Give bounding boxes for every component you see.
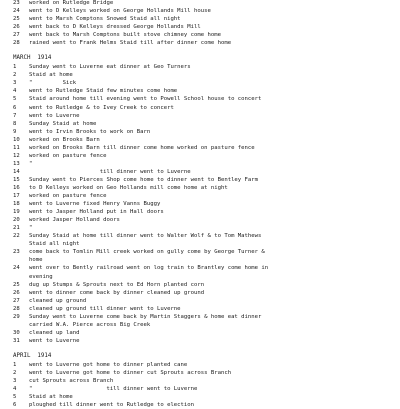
entry-text: home [29,257,43,264]
entry-day: 29 [13,313,20,320]
diary-entry [11,377,396,385]
entry-day: 5 [13,394,17,401]
diary-entry [11,256,396,264]
diary-entry [11,152,396,160]
diary-entry [11,224,396,232]
entry-day: 21 [13,225,20,232]
entry-text: ploughed till dinner went to Rutledge to election [29,402,195,409]
entry-text: Staid all night [29,241,80,248]
month-heading: APRIL 1914 [13,352,52,359]
entry-text: " Sick [29,80,77,87]
entry-day: 5 [13,96,17,103]
entry-day: 25 [13,16,20,23]
entry-day: 14 [13,168,20,175]
entry-day: 27 [13,297,20,304]
diary-entry [11,120,396,128]
entry-day: 26 [13,289,20,296]
diary-entry [11,168,396,176]
entry-text: went to Irvin Brooks to work on Barn [29,128,151,135]
entry-text: cleaned up ground [29,297,87,304]
diary-entry [11,31,396,39]
entry-text: worked Jasper Holland doors [29,217,120,224]
entry-day: 9 [13,128,17,135]
diary-entry [11,112,396,120]
diary-transcription [11,0,396,409]
entry-day: 10 [13,136,20,143]
diary-entry [11,136,396,144]
entry-text: Staid at home [29,394,73,401]
entry-day: 17 [13,193,20,200]
entry-text: evening [29,273,53,280]
entry-day: 23 [13,0,20,6]
diary-entry [11,305,396,313]
diary-entry [11,369,396,377]
entry-text: rained went to Frank Helms Staid till after dinner come home [29,40,232,47]
entry-day: 6 [13,104,17,111]
diary-entry [11,192,396,200]
diary-entry [11,128,396,136]
entry-text: worked on pasture fence [29,152,107,159]
diary-entry [11,7,396,15]
entry-text: went back to Marsh Comptons built stove chimney come home [29,32,221,39]
diary-entry [11,15,396,23]
entry-day: 1 [13,361,17,368]
section-gap [11,47,396,54]
entry-day: 28 [13,305,20,312]
entry-day: 16 [13,184,20,191]
diary-entry [11,216,396,224]
entry-text: till dinner went to Luverne [29,168,191,175]
entry-text: went to Jasper Holland put in Hall doors [29,209,164,216]
entry-text: come back to Tomlin Mill creek worked on gully come by George Turner & [29,249,265,256]
diary-entry [11,240,396,248]
diary-entry [11,39,396,47]
entry-day: 18 [13,201,20,208]
diary-entry [11,208,396,216]
entry-day: 4 [13,386,17,393]
entry-day: 25 [13,281,20,288]
entry-day: 23 [13,249,20,256]
entry-day: 15 [13,176,20,183]
entry-text: Staid around home till evening went to Powell School house to concert [29,96,262,103]
entry-text: " till dinner went to Luverne [29,386,198,393]
entry-text: cleaned up land [29,329,80,336]
entry-text: went to Luverne got home to dinner planted cane [29,361,188,368]
entry-day: 3 [13,80,17,87]
entry-text: worked on Rutledge Bridge [29,0,114,6]
entry-day: 22 [13,233,20,240]
diary-entry [11,401,396,409]
entry-text: went to dinner come back by dinner cleaned up ground [29,289,205,296]
entry-text: cut Sprouts across Branch [29,378,114,385]
diary-entry [11,264,396,272]
entry-day: 7 [13,112,17,119]
diary-entry [11,63,396,71]
entry-day: 26 [13,24,20,31]
diary-entry [11,313,396,321]
diary-entry [11,281,396,289]
section-gap [11,345,396,352]
entry-text: cleaned up ground till dinner went to Luverne [29,305,181,312]
entry-text: went to Luverne got home to dinner cut Sprouts across Branch [29,369,232,376]
entry-text: worked on Brooks Barn [29,136,100,143]
entry-text: " [29,225,33,232]
entry-day: 4 [13,88,17,95]
diary-entry [11,71,396,79]
diary-entry [11,87,396,95]
diary-entry [11,289,396,297]
diary-entry [11,273,396,281]
entry-text: Staid at home [29,72,73,79]
diary-entry [11,176,396,184]
entry-text: Sunday went to Luverne eat dinner at Geo Turners [29,64,191,71]
entry-day: 24 [13,8,20,15]
diary-entry [11,160,396,168]
entry-day: 19 [13,209,20,216]
diary-entry [11,0,396,7]
diary-entry [11,79,396,87]
diary-entry [11,337,396,345]
entry-day: 1 [13,64,17,71]
entry-day: 6 [13,402,17,409]
entry-text: Sunday Staid at home [29,120,97,127]
diary-entry [11,144,396,152]
diary-entry [11,184,396,192]
entry-day: 11 [13,144,20,151]
entry-day: 3 [13,378,17,385]
entry-text: went to Luverne [29,337,80,344]
entry-day: 2 [13,369,17,376]
entry-day: 27 [13,32,20,39]
entry-text: went to Marsh Comptons Snowed Staid all night [29,16,181,23]
diary-entry [11,393,396,401]
diary-entry [11,95,396,103]
entry-day: 28 [13,40,20,47]
diary-entry [11,200,396,208]
entry-text: Sunday went to Pierces Shop come home to dinner went to Bentley Farm [29,176,259,183]
diary-entry [11,104,396,112]
entry-text: went to Rutledge Staid few minutes come home [29,88,178,95]
entry-text: to D Kelleys worked on Geo Hollands mill come home at night [29,184,228,191]
entry-text: Sunday went to Luverne come back by Martin Staggers & home eat dinner [29,313,262,320]
diary-entry [11,297,396,305]
entry-text: worked on pasture fence [29,193,107,200]
entry-text: " [29,160,33,167]
entry-text: went to D Kelleys worked on George Hollands Mill house [29,8,211,15]
entry-text: went back to D Kelleys dressed George Hollands Mill [29,24,201,31]
entry-text: carried W.A. Pierce across Big Creek [29,321,151,328]
diary-entry [11,321,396,329]
entry-day: 13 [13,160,20,167]
diary-entry [11,232,396,240]
diary-entry [11,248,396,256]
diary-entry [11,23,396,31]
entry-day: 24 [13,265,20,272]
entry-day: 2 [13,72,17,79]
entry-text: Sunday Staid at home till dinner went to Walter Wolf & to Tom Mathews [29,233,262,240]
diary-entry [11,361,396,369]
entry-text: went to Luverne fixed Henry Vanns Buggy [29,201,161,208]
entry-day: 8 [13,120,17,127]
entry-text: went to Rutledge & to Ivey Creek to concert [29,104,174,111]
entry-day: 30 [13,329,20,336]
entry-day: 20 [13,217,20,224]
diary-entry [11,329,396,337]
entry-day: 31 [13,337,20,344]
entry-text: went to Luverne [29,112,80,119]
diary-entry [11,385,396,393]
entry-text: worked on Brooks Barn till dinner come home worked on pasture fence [29,144,255,151]
entry-text: went over to Bently railroad went on log train to Brantley come home in [29,265,269,272]
month-heading: MARCH 1914 [13,55,52,62]
entry-text: dug up Stumps & Sprouts next to Ed Horn planted corn [29,281,205,288]
entry-day: 12 [13,152,20,159]
